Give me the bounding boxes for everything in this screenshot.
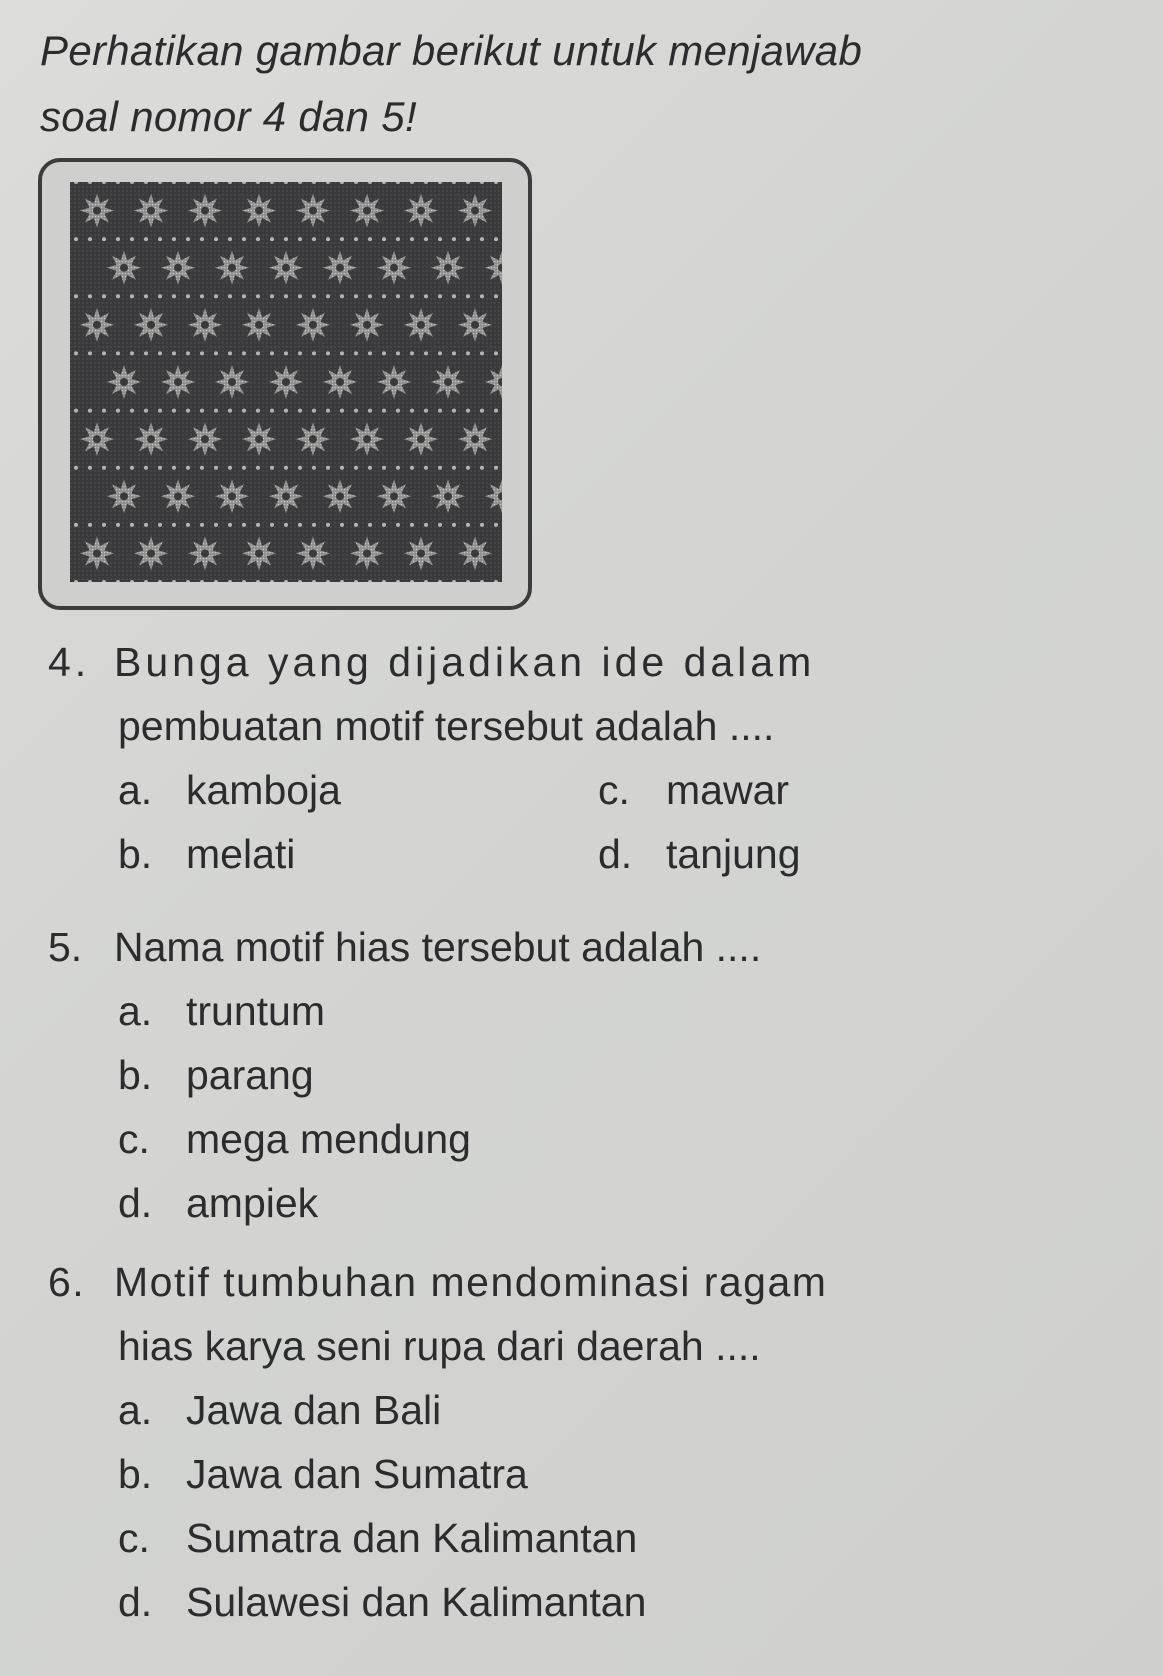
motif-dot	[74, 237, 78, 241]
question-5-options	[118, 979, 1128, 1235]
motif-dot	[466, 409, 470, 413]
motif-dot	[242, 523, 246, 527]
motif-dot	[466, 351, 470, 355]
question-4-options	[118, 758, 1128, 886]
motif-dot	[368, 237, 372, 241]
motif-dot	[438, 237, 442, 241]
motif-dot	[158, 294, 162, 298]
motif-dot	[424, 351, 428, 355]
motif-dot	[102, 351, 106, 355]
motif-dot	[158, 523, 162, 527]
motif-dot	[466, 294, 470, 298]
motif-dot	[144, 294, 148, 298]
question-5-number: 5.	[48, 924, 83, 970]
motif-dot	[368, 409, 372, 413]
motif-dot	[270, 237, 274, 241]
option-4b[interactable]: b. melati	[118, 831, 296, 877]
motif-dot	[172, 409, 176, 413]
motif-dot	[172, 237, 176, 241]
motif-dot	[340, 466, 344, 470]
instruction-text	[40, 18, 1040, 150]
motif-dot	[480, 237, 484, 241]
motif-dot	[312, 409, 316, 413]
motif-dot	[382, 351, 386, 355]
motif-flower	[269, 365, 303, 399]
motif-dot	[88, 523, 92, 527]
motif-dot	[88, 237, 92, 241]
motif-flower	[377, 365, 411, 399]
option-6c[interactable]: c. Sumatra dan Kalimantan	[118, 1515, 638, 1561]
motif-dot	[298, 466, 302, 470]
motif-dot	[256, 466, 260, 470]
motif-flower	[377, 251, 411, 285]
motif-dot	[74, 466, 78, 470]
motif-dot	[270, 294, 274, 298]
option-5b[interactable]: b. parang	[118, 1052, 314, 1098]
motif-flower	[107, 251, 141, 285]
motif-dot	[186, 523, 190, 527]
motif-dot	[396, 466, 400, 470]
motif-dot	[410, 351, 414, 355]
option-4a[interactable]: a. kamboja	[118, 767, 341, 813]
motif-dot	[312, 237, 316, 241]
motif-dot	[200, 351, 204, 355]
motif-dot	[438, 294, 442, 298]
motif-dot	[424, 237, 428, 241]
motif-dot	[466, 237, 470, 241]
motif-dot	[88, 466, 92, 470]
question-4-number: 4.	[48, 639, 91, 685]
motif-flower	[458, 536, 492, 570]
option-5d[interactable]: d. ampiek	[118, 1180, 319, 1226]
motif-dot	[256, 523, 260, 527]
motif-dot	[452, 351, 456, 355]
motif-dot	[424, 466, 428, 470]
option-4c[interactable]: c. mawar	[598, 767, 790, 813]
motif-flower	[458, 194, 492, 228]
instruction-line-1: Perhatikan gambar berikut untuk menjawab	[40, 27, 863, 74]
motif-dot	[438, 409, 442, 413]
motif-flower	[107, 365, 141, 399]
motif-dot	[284, 294, 288, 298]
motif-dot	[452, 466, 456, 470]
motif-dot	[326, 294, 330, 298]
motif-flower	[107, 479, 141, 513]
motif-dot	[298, 294, 302, 298]
question-4	[48, 630, 1128, 886]
motif-dot	[130, 237, 134, 241]
motif-dot	[494, 237, 498, 241]
motif-dot	[102, 409, 106, 413]
motif-flower	[188, 194, 222, 228]
motif-dot	[396, 351, 400, 355]
motif-dot	[284, 523, 288, 527]
motif-dot	[480, 523, 484, 527]
motif-dot	[256, 409, 260, 413]
motif-dot	[494, 466, 498, 470]
motif-flower	[350, 194, 384, 228]
question-6-stem-line-1: Motif tumbuhan mendominasi ragam	[114, 1259, 828, 1305]
question-5-stem-line-1: Nama motif hias tersebut adalah ....	[114, 924, 762, 970]
motif-dot	[172, 351, 176, 355]
motif-dot	[354, 466, 358, 470]
option-6d[interactable]: d. Sulawesi dan Kalimantan	[118, 1579, 647, 1625]
motif-dot	[410, 237, 414, 241]
motif-dot	[438, 351, 442, 355]
motif-dot	[130, 294, 134, 298]
motif-dot	[228, 294, 232, 298]
motif-dot	[382, 466, 386, 470]
motif-dot	[200, 523, 204, 527]
question-6-stem-line-2: hias karya seni rupa dari daerah ....	[118, 1323, 761, 1369]
motif-flower	[431, 479, 465, 513]
motif-dot	[130, 466, 134, 470]
motif-dot	[242, 409, 246, 413]
motif-dot	[270, 466, 274, 470]
motif-dot	[102, 237, 106, 241]
motif-flower	[296, 194, 330, 228]
question-4-stem-line-2: pembuatan motif tersebut adalah ....	[118, 703, 775, 749]
motif-dot	[326, 466, 330, 470]
motif-flower	[215, 365, 249, 399]
motif-flower	[269, 479, 303, 513]
motif-flower	[161, 365, 195, 399]
motif-dot	[102, 466, 106, 470]
motif-flower	[161, 479, 195, 513]
motif-dot	[214, 523, 218, 527]
motif-dot	[270, 351, 274, 355]
motif-dot	[116, 409, 120, 413]
motif-flower	[323, 479, 357, 513]
motif-dot	[494, 294, 498, 298]
option-4d[interactable]: d. tanjung	[598, 831, 801, 877]
motif-dot	[312, 466, 316, 470]
motif-flower	[80, 194, 114, 228]
motif-dot	[144, 237, 148, 241]
motif-dot	[424, 409, 428, 413]
motif-dot	[74, 351, 78, 355]
motif-dot	[242, 351, 246, 355]
motif-dot	[74, 523, 78, 527]
motif-dot	[382, 523, 386, 527]
motif-flower	[134, 194, 168, 228]
motif-dot	[88, 351, 92, 355]
motif-dot	[270, 409, 274, 413]
motif-dot	[494, 409, 498, 413]
motif-dot	[130, 409, 134, 413]
motif-dot	[494, 351, 498, 355]
motif-dot	[382, 294, 386, 298]
motif-dot	[396, 523, 400, 527]
motif-dot	[438, 523, 442, 527]
motif-dot	[214, 351, 218, 355]
motif-dot	[340, 523, 344, 527]
motif-dot	[200, 237, 204, 241]
motif-dot	[480, 409, 484, 413]
motif-dot	[158, 466, 162, 470]
motif-dot	[228, 466, 232, 470]
motif-dot	[228, 409, 232, 413]
motif-flower	[188, 536, 222, 570]
motif-dot	[354, 237, 358, 241]
motif-dot	[158, 237, 162, 241]
motif-dot	[256, 351, 260, 355]
motif-dot	[186, 351, 190, 355]
motif-flower	[431, 251, 465, 285]
motif-flower	[431, 365, 465, 399]
motif-dot	[228, 523, 232, 527]
motif-dot	[130, 351, 134, 355]
motif-dot	[438, 466, 442, 470]
motif-picture-frame	[38, 158, 532, 610]
motif-dot	[466, 466, 470, 470]
motif-dot	[284, 237, 288, 241]
question-6-stem	[48, 1250, 1128, 1314]
option-5c[interactable]: c. mega mendung	[118, 1116, 471, 1162]
motif-dot	[424, 294, 428, 298]
motif-flower	[404, 536, 438, 570]
motif-dot	[242, 294, 246, 298]
motif-dot	[368, 294, 372, 298]
question-6-number: 6.	[48, 1259, 86, 1305]
motif-dot	[102, 523, 106, 527]
motif-dot	[480, 294, 484, 298]
motif-dot	[144, 351, 148, 355]
motif-flower	[377, 479, 411, 513]
motif-dot	[284, 351, 288, 355]
motif-dot	[116, 523, 120, 527]
motif-flower	[161, 251, 195, 285]
truntum-motif-image	[70, 182, 502, 582]
motif-dot	[312, 351, 316, 355]
motif-dot	[144, 409, 148, 413]
option-6a[interactable]: a. Jawa dan Bali	[118, 1387, 442, 1433]
motif-dot	[186, 466, 190, 470]
motif-dot	[200, 294, 204, 298]
motif-dot	[74, 294, 78, 298]
motif-dot	[410, 409, 414, 413]
motif-dot	[214, 409, 218, 413]
instruction-line-2: soal nomor 4 dan 5!	[40, 93, 417, 140]
motif-dot	[158, 351, 162, 355]
motif-dot	[116, 237, 120, 241]
motif-dot	[326, 409, 330, 413]
motif-dot	[466, 523, 470, 527]
motif-dot	[424, 523, 428, 527]
motif-dot	[354, 294, 358, 298]
motif-dot	[382, 237, 386, 241]
motif-dot	[298, 237, 302, 241]
motif-dot	[256, 237, 260, 241]
question-6-options	[118, 1378, 1128, 1634]
motif-dot	[284, 409, 288, 413]
motif-dot	[116, 294, 120, 298]
motif-flower	[80, 536, 114, 570]
motif-dot	[396, 409, 400, 413]
motif-dot	[298, 523, 302, 527]
motif-dot	[298, 409, 302, 413]
motif-dot	[480, 466, 484, 470]
motif-dot	[452, 409, 456, 413]
motif-dot	[326, 351, 330, 355]
motif-dot	[368, 351, 372, 355]
motif-dot	[102, 294, 106, 298]
question-4-stem-line-1: Bunga yang dijadikan ide dalam	[114, 639, 816, 685]
motif-dot	[116, 351, 120, 355]
motif-dot	[368, 523, 372, 527]
motif-dot	[186, 237, 190, 241]
motif-flower	[323, 251, 357, 285]
motif-dot	[74, 409, 78, 413]
motif-dot	[186, 409, 190, 413]
motif-dot	[144, 523, 148, 527]
motif-flower	[296, 536, 330, 570]
motif-dot	[382, 409, 386, 413]
motif-dot	[228, 237, 232, 241]
motif-dot	[396, 237, 400, 241]
motif-dot	[144, 466, 148, 470]
motif-dot	[88, 409, 92, 413]
motif-dot	[172, 523, 176, 527]
motif-dot	[88, 294, 92, 298]
question-5	[48, 915, 1128, 1235]
motif-dot	[326, 237, 330, 241]
motif-dot	[228, 351, 232, 355]
motif-dot	[242, 466, 246, 470]
motif-dot	[326, 523, 330, 527]
motif-dot	[452, 294, 456, 298]
option-5a[interactable]: a. truntum	[118, 988, 325, 1034]
motif-dot	[284, 466, 288, 470]
motif-flower	[242, 536, 276, 570]
motif-flower	[269, 251, 303, 285]
motif-dot	[270, 523, 274, 527]
motif-dot	[214, 294, 218, 298]
motif-dot	[340, 294, 344, 298]
motif-dot	[312, 523, 316, 527]
motif-dot	[410, 294, 414, 298]
motif-dot	[340, 237, 344, 241]
motif-dot	[116, 466, 120, 470]
motif-dot	[480, 351, 484, 355]
motif-flower	[404, 194, 438, 228]
motif-dot	[200, 466, 204, 470]
motif-dot	[298, 351, 302, 355]
motif-flower	[215, 251, 249, 285]
motif-dot	[200, 409, 204, 413]
motif-flower	[134, 536, 168, 570]
motif-dot	[368, 466, 372, 470]
motif-dot	[410, 466, 414, 470]
motif-dot	[214, 466, 218, 470]
motif-dot	[452, 523, 456, 527]
motif-dot	[242, 237, 246, 241]
question-6	[48, 1250, 1128, 1634]
motif-flower	[242, 194, 276, 228]
motif-flower	[350, 536, 384, 570]
question-5-stem	[48, 915, 1128, 979]
motif-flower	[215, 479, 249, 513]
motif-dot	[340, 351, 344, 355]
motif-dot	[186, 294, 190, 298]
motif-dot	[172, 466, 176, 470]
motif-dot	[410, 523, 414, 527]
motif-dot	[340, 409, 344, 413]
motif-dot	[172, 294, 176, 298]
motif-dot	[354, 351, 358, 355]
question-4-stem	[48, 630, 1128, 694]
option-6b[interactable]: b. Jawa dan Sumatra	[118, 1451, 528, 1497]
motif-dot	[494, 523, 498, 527]
motif-flower	[323, 365, 357, 399]
motif-dot	[396, 294, 400, 298]
motif-dot	[354, 409, 358, 413]
motif-dot	[312, 294, 316, 298]
motif-dot	[452, 237, 456, 241]
motif-dot	[214, 237, 218, 241]
motif-dot	[354, 523, 358, 527]
motif-dot	[130, 523, 134, 527]
motif-dot	[158, 409, 162, 413]
motif-dot	[256, 294, 260, 298]
